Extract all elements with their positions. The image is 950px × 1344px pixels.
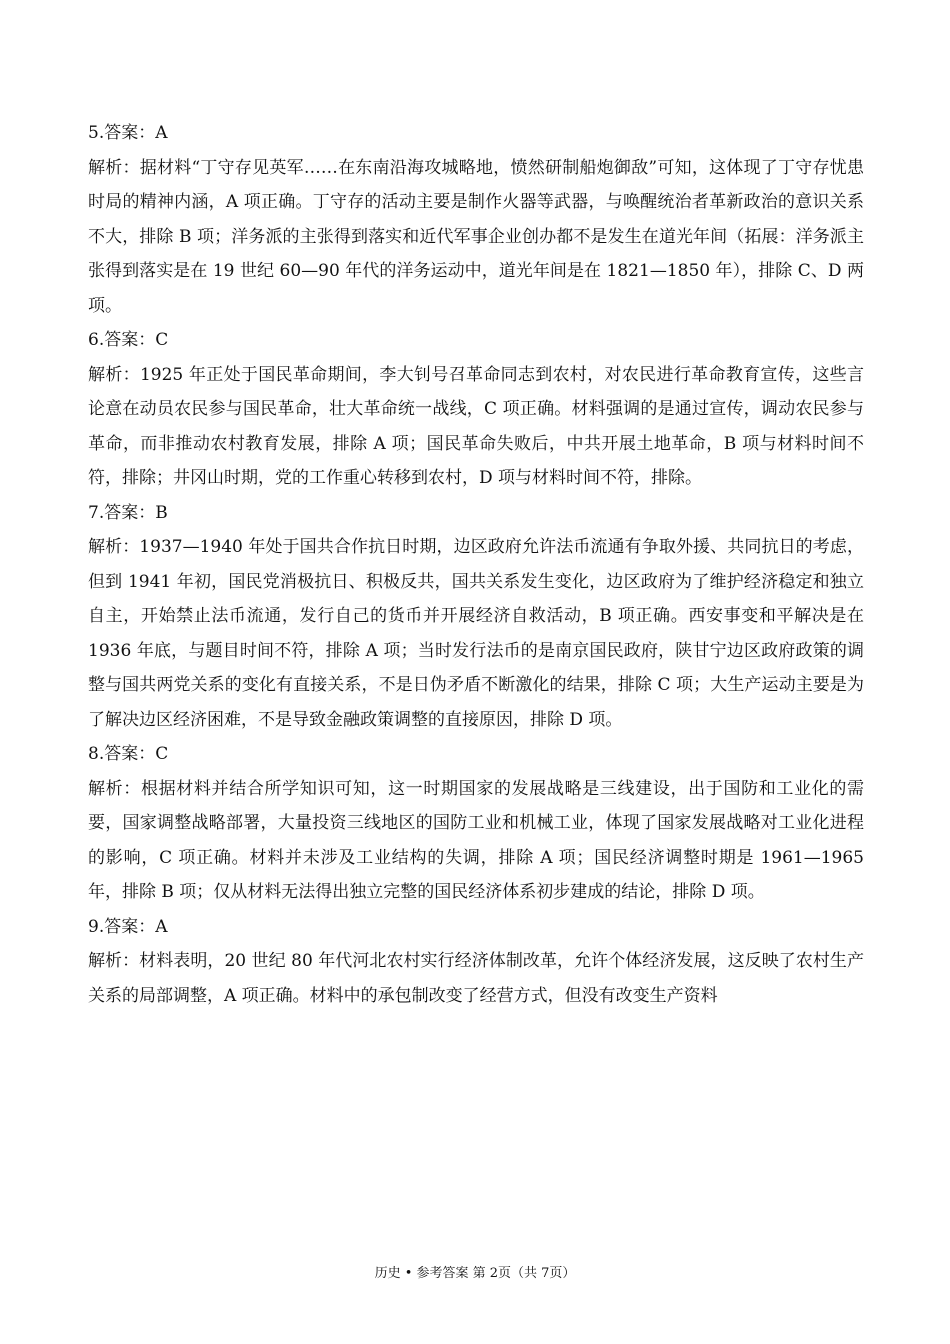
answer-content [88,116,864,1013]
analysis-paragraph: 解析：1937—1940 年处于国共合作抗日时期，边区政府允许法币流通有争取外援、共同抗日的考虑，但到 1941 年初，国民党消极抗日、积极反共，国共关系发生变化，边区政府为了维护经济稳定和独立自主，开始禁止法币流通，发行自己的货币并开展经济自救活动，B 项正确。西安事变和平解决是在 1936 年底，与题目时间不符，排除 A 项；当时发行法币的是南京国民政府，陕甘宁边区政府政策的调整与国共两党关系的变化有直接关系，不是日伪矛盾不断激化的结果，排除 C 项；大生产运动主要是为了解决边区经济困难，不是导致金融政策调整的直接原因，排除 D 项。 [88,537,864,730]
analysis-paragraph: 解析：根据材料并结合所学知识可知，这一时期国家的发展战略是三线建设，出于国防和工业化的需要，国家调整战略部署，大量投资三线地区的国防工业和机械工业，体现了国家发展战略对工业化进程的影响，C 项正确。材料并未涉及工业结构的失调，排除 A 项；国民经济调整时期是 1961—1965 年，排除 B 项；仅从材料无法得出独立完整的国民经济体系初步建成的结论，排除 D 项。 [88,778,864,902]
question-5 [88,116,864,323]
analysis-paragraph: 解析：1925 年正处于国民革命期间，李大钊号召革命同志到农村，对农民进行革命教育宣传，这些言论意在动员农民参与国民革命，壮大革命统一战线，C 项正确。材料强调的是通过宣传，调动农民参与革命，而非推动农村教育发展，排除 A 项；国民革命失败后，中共开展土地革命，B 项与材料时间不符，排除；井冈山时期，党的工作重心转移到农村，D 项与材料时间不符，排除。 [88,364,864,488]
page-footer: 历史 • 参考答案 第 2页（共 7页） [374,1266,576,1281]
answer-line: 7.答案：B [88,502,168,523]
question-9 [88,910,864,1014]
analysis-paragraph: 解析：据材料“丁守存见英军……在东南沿海攻城略地，愤然研制船炮御敌”可知，这体现了丁守存忧患时局的精神内涵，A 项正确。丁守存的活动主要是制作火器等武器，与唤醒统治者革新政治的意识关系不大，排除 B 项；洋务派的主张得到落实和近代军事企业创办都不是发生在道光年间（拓展：洋务派主张得到落实是在 19 世纪 60—90 年代的洋务运动中，道光年间是在 1821—1850 年），排除 C、D 两项。 [88,157,864,316]
answer-line: 9.答案：A [88,916,168,937]
answer-line: 8.答案：C [88,744,169,764]
answer-line: 5.答案：A [88,123,168,143]
question-6 [88,323,864,496]
question-8 [88,737,864,910]
analysis-paragraph: 解析：材料表明，20 世纪 80 年代河北农村实行经济体制改革，允许个体经济发展，这反映了农村生产关系的局部调整，A 项正确。材料中的承包制改变了经营方式，但没有改变生产资料 [88,951,864,1006]
answer-line: 6.答案：C [88,330,169,350]
question-7 [88,496,864,738]
